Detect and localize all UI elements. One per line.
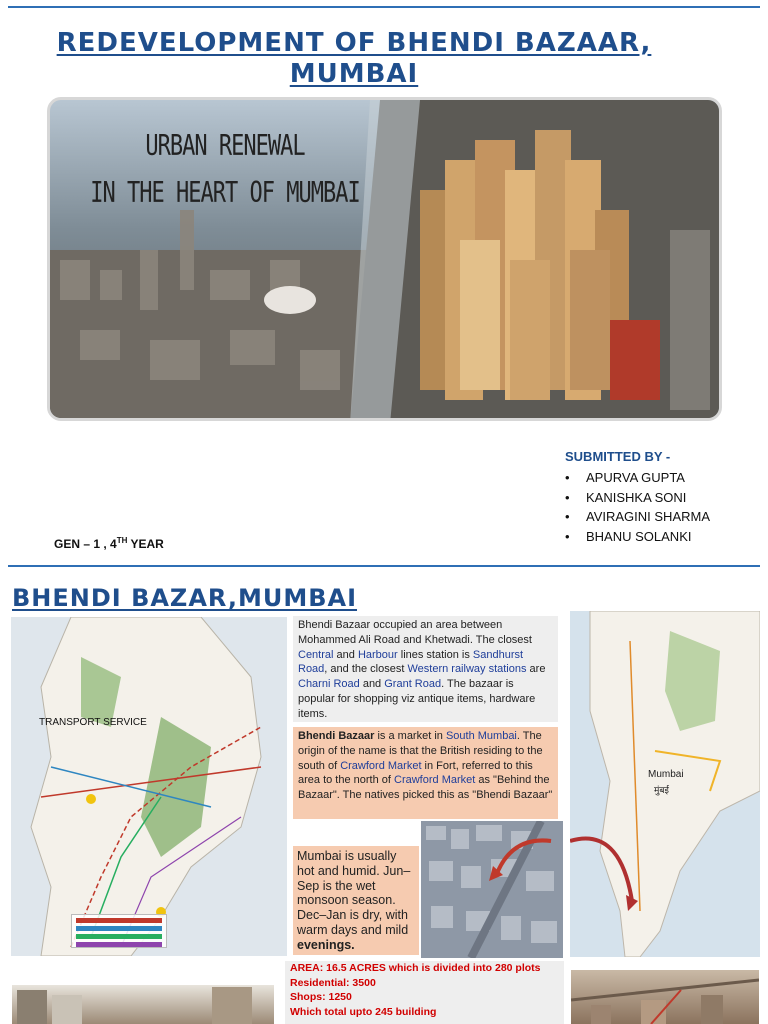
climate-description (293, 846, 419, 955)
section-title: BHENDI BAZAR,MUMBAI (12, 584, 358, 612)
hero-caption-line2: IN THE HEART OF MUMBAI (90, 177, 360, 210)
gen-suffix: YEAR (127, 537, 164, 551)
member-item: • APURVA GUPTA (565, 468, 755, 488)
gen-year-label (54, 536, 164, 551)
legend-swatch (76, 934, 162, 939)
link-stations[interactable]: stations (488, 663, 527, 676)
transport-service-label: TRANSPORT SERVICE (39, 717, 147, 728)
member-item: • AVIRAGINI SHARMA (565, 507, 755, 527)
legend-swatch (76, 926, 162, 931)
street-photo (12, 985, 274, 1024)
text-span: are (526, 663, 546, 676)
page-title: REDEVELOPMENT OF BHENDI BAZAAR, MUMBAI (56, 28, 652, 89)
evenings-bold: evenings. (297, 937, 355, 952)
mumbai-map-sublabel: मुंबई (654, 785, 669, 795)
link-western-railway[interactable]: Western railway (407, 663, 486, 676)
mumbai-map-label: Mumbai (648, 769, 684, 780)
text-span: Bhendi Bazaar occupied an area between Mohammed Ali Road and Khetwadi. The closest (298, 619, 532, 646)
text-span: , and the closest (324, 663, 408, 676)
area-line: AREA: 16.5 ACRES which is divided into 280 plots (290, 962, 541, 974)
link-central[interactable]: Central (298, 648, 334, 661)
text-span: and (359, 678, 385, 691)
area-statistics (285, 961, 564, 1024)
text-span: and (333, 648, 358, 661)
transport-map (11, 617, 287, 956)
residential-line: Residential: 3500 (290, 976, 376, 989)
text-span: lines station is (397, 648, 473, 661)
link-charni-road[interactable]: Charni Road (298, 678, 360, 691)
name-origin-description (293, 727, 558, 819)
hero-image (47, 97, 722, 421)
map-legend (71, 914, 167, 948)
legend-swatch (76, 918, 162, 923)
city-aerial-photo (571, 970, 759, 1024)
members-list (565, 468, 755, 546)
text-span: in Fort, referred to this area to the north of (298, 759, 533, 787)
bhendi-bazaar-bold: Bhendi Bazaar (298, 730, 375, 742)
buildings-line: Which total upto 245 building (290, 1005, 437, 1018)
member-item: • KANISHKA SONI (565, 488, 755, 508)
section-rule (8, 565, 760, 567)
link-sandhurst-road[interactable]: Sandhurst Road (298, 648, 524, 676)
link-crawford-market[interactable]: Crawford Market (340, 759, 422, 772)
submitted-by-label: SUBMITTED BY - (565, 449, 671, 464)
top-rule (8, 6, 760, 8)
text-span: as "Behind the Bazaar". The natives picked this as "Bhendi Bazaar" (298, 774, 553, 802)
text-span: . The origin of the name is that the British residing to the south of (298, 730, 543, 772)
gen-prefix: GEN – 1 , 4 (54, 537, 117, 551)
city-aerial-graphic (571, 970, 759, 1024)
aerial-photo (421, 821, 563, 958)
submitted-by-block (565, 449, 755, 546)
location-description (293, 616, 558, 722)
text-span: Mumbai is usually hot and humid. Jun–Sep is the wet monsoon season. Dec–Jan is dry, with warm days and mild (297, 849, 411, 937)
street-photo-graphic (12, 985, 274, 1024)
aerial-photo-graphic (421, 821, 563, 958)
transport-map-graphic (11, 617, 287, 956)
member-item: • BHANU SOLANKI (565, 527, 755, 547)
hero-caption (90, 124, 360, 218)
text-span: . The bazaar is popular for shopping viz antique items, hardware items. (298, 678, 536, 720)
shops-line: Shops: 1250 (290, 991, 352, 1003)
text-span: is a market in (374, 730, 446, 742)
link-grant-road[interactable]: Grant Road (384, 678, 442, 691)
legend-swatch (76, 942, 162, 947)
link-south-mumbai[interactable]: South Mumbai (445, 730, 517, 742)
link-crawford-market-2[interactable]: Crawford Market (394, 774, 476, 787)
gen-sup: TH (116, 536, 128, 545)
hero-caption-line1: URBAN RENEWAL (145, 130, 305, 163)
mumbai-map (570, 611, 760, 957)
link-harbour[interactable]: Harbour (357, 648, 398, 661)
